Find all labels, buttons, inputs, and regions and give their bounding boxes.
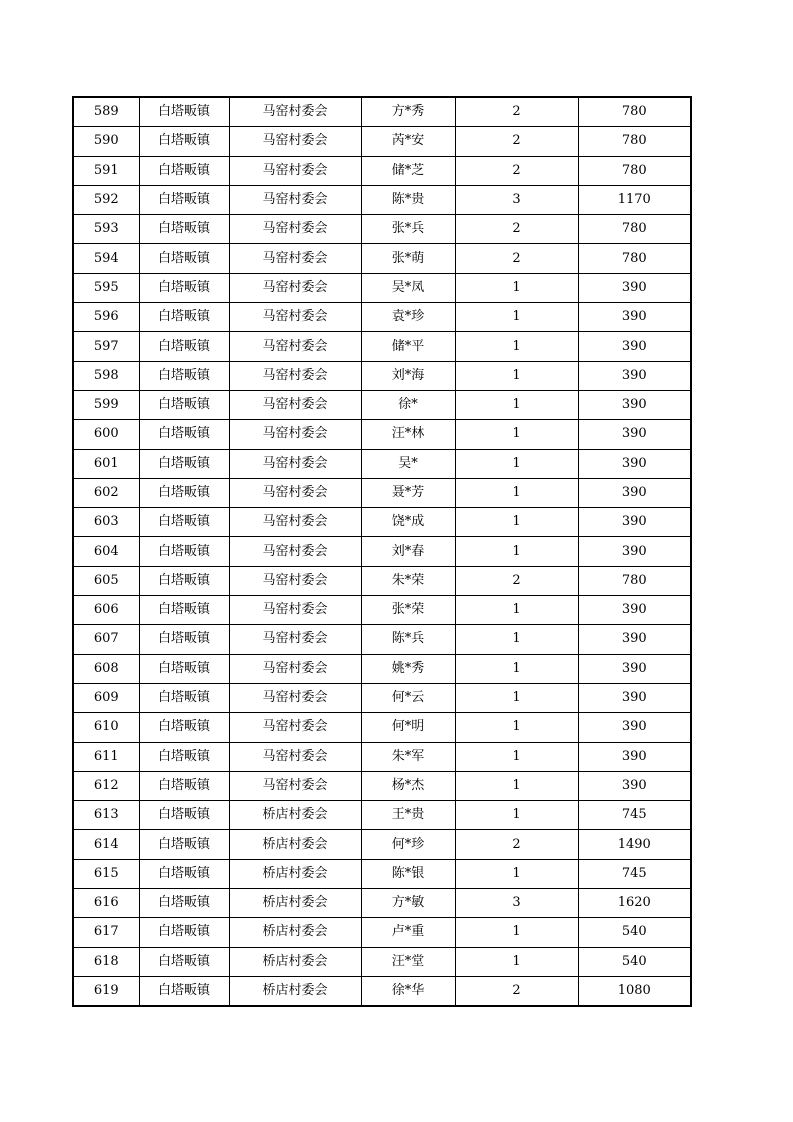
row-number-cell: 603 — [73, 508, 139, 537]
name-cell: 朱*荣 — [361, 566, 455, 595]
row-number-cell: 619 — [73, 976, 139, 1006]
town-cell: 白塔畈镇 — [139, 508, 229, 537]
row-number-cell: 592 — [73, 185, 139, 214]
amount-cell: 390 — [578, 713, 691, 742]
village-committee-cell: 马窑村委会 — [229, 127, 361, 156]
town-cell: 白塔畈镇 — [139, 449, 229, 478]
row-number-cell: 600 — [73, 420, 139, 449]
name-cell: 汪*堂 — [361, 947, 455, 976]
town-cell: 白塔畈镇 — [139, 185, 229, 214]
amount-cell: 780 — [578, 127, 691, 156]
village-committee-cell: 桥店村委会 — [229, 889, 361, 918]
row-number-cell: 605 — [73, 566, 139, 595]
count-cell: 1 — [455, 361, 578, 390]
town-cell: 白塔畈镇 — [139, 654, 229, 683]
count-cell: 1 — [455, 947, 578, 976]
name-cell: 陈*贵 — [361, 185, 455, 214]
village-committee-cell: 马窑村委会 — [229, 625, 361, 654]
town-cell: 白塔畈镇 — [139, 303, 229, 332]
name-cell: 方*秀 — [361, 97, 455, 127]
amount-cell: 390 — [578, 596, 691, 625]
row-number-cell: 613 — [73, 801, 139, 830]
village-committee-cell: 桥店村委会 — [229, 947, 361, 976]
town-cell: 白塔畈镇 — [139, 771, 229, 800]
village-committee-cell: 桥店村委会 — [229, 918, 361, 947]
count-cell: 1 — [455, 654, 578, 683]
town-cell: 白塔畈镇 — [139, 97, 229, 127]
village-committee-cell: 马窑村委会 — [229, 420, 361, 449]
amount-cell: 390 — [578, 449, 691, 478]
name-cell: 聂*芳 — [361, 478, 455, 507]
town-cell: 白塔畈镇 — [139, 713, 229, 742]
count-cell: 1 — [455, 332, 578, 361]
count-cell: 2 — [455, 215, 578, 244]
table-body — [73, 97, 691, 1006]
village-committee-cell: 马窑村委会 — [229, 332, 361, 361]
village-committee-cell: 马窑村委会 — [229, 390, 361, 419]
count-cell: 1 — [455, 478, 578, 507]
town-cell: 白塔畈镇 — [139, 830, 229, 859]
name-cell: 陈*银 — [361, 859, 455, 888]
count-cell: 1 — [455, 596, 578, 625]
count-cell: 1 — [455, 742, 578, 771]
table-row — [73, 566, 691, 595]
town-cell: 白塔畈镇 — [139, 332, 229, 361]
data-table — [72, 96, 692, 1007]
town-cell: 白塔畈镇 — [139, 596, 229, 625]
table-row — [73, 97, 691, 127]
name-cell: 吴* — [361, 449, 455, 478]
amount-cell: 745 — [578, 801, 691, 830]
town-cell: 白塔畈镇 — [139, 244, 229, 273]
amount-cell: 540 — [578, 918, 691, 947]
table-row — [73, 185, 691, 214]
count-cell: 2 — [455, 976, 578, 1006]
village-committee-cell: 马窑村委会 — [229, 596, 361, 625]
name-cell: 刘*海 — [361, 361, 455, 390]
town-cell: 白塔畈镇 — [139, 420, 229, 449]
count-cell: 2 — [455, 97, 578, 127]
name-cell: 芮*安 — [361, 127, 455, 156]
row-number-cell: 597 — [73, 332, 139, 361]
name-cell: 吴*凤 — [361, 273, 455, 302]
row-number-cell: 596 — [73, 303, 139, 332]
town-cell: 白塔畈镇 — [139, 889, 229, 918]
row-number-cell: 618 — [73, 947, 139, 976]
table-row — [73, 127, 691, 156]
name-cell: 杨*杰 — [361, 771, 455, 800]
row-number-cell: 593 — [73, 215, 139, 244]
count-cell: 2 — [455, 244, 578, 273]
amount-cell: 780 — [578, 566, 691, 595]
row-number-cell: 601 — [73, 449, 139, 478]
row-number-cell: 599 — [73, 390, 139, 419]
table-row — [73, 156, 691, 185]
amount-cell: 390 — [578, 683, 691, 712]
town-cell: 白塔畈镇 — [139, 478, 229, 507]
name-cell: 朱*军 — [361, 742, 455, 771]
name-cell: 徐*华 — [361, 976, 455, 1006]
name-cell: 姚*秀 — [361, 654, 455, 683]
name-cell: 张*萌 — [361, 244, 455, 273]
table-row — [73, 537, 691, 566]
name-cell: 储*芝 — [361, 156, 455, 185]
amount-cell: 390 — [578, 420, 691, 449]
table-row — [73, 273, 691, 302]
amount-cell: 745 — [578, 859, 691, 888]
count-cell: 2 — [455, 566, 578, 595]
row-number-cell: 591 — [73, 156, 139, 185]
table-row — [73, 244, 691, 273]
table-row — [73, 420, 691, 449]
amount-cell: 1620 — [578, 889, 691, 918]
table-row — [73, 390, 691, 419]
village-committee-cell: 桥店村委会 — [229, 830, 361, 859]
table-row — [73, 889, 691, 918]
town-cell: 白塔畈镇 — [139, 566, 229, 595]
count-cell: 3 — [455, 889, 578, 918]
town-cell: 白塔畈镇 — [139, 625, 229, 654]
amount-cell: 540 — [578, 947, 691, 976]
name-cell: 何*明 — [361, 713, 455, 742]
village-committee-cell: 马窑村委会 — [229, 654, 361, 683]
row-number-cell: 590 — [73, 127, 139, 156]
row-number-cell: 617 — [73, 918, 139, 947]
village-committee-cell: 马窑村委会 — [229, 478, 361, 507]
town-cell: 白塔畈镇 — [139, 976, 229, 1006]
count-cell: 1 — [455, 625, 578, 654]
name-cell: 王*贵 — [361, 801, 455, 830]
amount-cell: 780 — [578, 215, 691, 244]
village-committee-cell: 马窑村委会 — [229, 742, 361, 771]
amount-cell: 390 — [578, 771, 691, 800]
amount-cell: 780 — [578, 97, 691, 127]
table-row — [73, 303, 691, 332]
count-cell: 1 — [455, 420, 578, 449]
table-row — [73, 625, 691, 654]
name-cell: 卢*重 — [361, 918, 455, 947]
name-cell: 汪*林 — [361, 420, 455, 449]
amount-cell: 390 — [578, 390, 691, 419]
name-cell: 何*珍 — [361, 830, 455, 859]
table-row — [73, 859, 691, 888]
row-number-cell: 610 — [73, 713, 139, 742]
row-number-cell: 607 — [73, 625, 139, 654]
count-cell: 1 — [455, 508, 578, 537]
town-cell: 白塔畈镇 — [139, 156, 229, 185]
row-number-cell: 611 — [73, 742, 139, 771]
row-number-cell: 602 — [73, 478, 139, 507]
table-row — [73, 449, 691, 478]
table-row — [73, 361, 691, 390]
count-cell: 2 — [455, 127, 578, 156]
count-cell: 1 — [455, 449, 578, 478]
count-cell: 2 — [455, 156, 578, 185]
row-number-cell: 615 — [73, 859, 139, 888]
row-number-cell: 595 — [73, 273, 139, 302]
count-cell: 1 — [455, 801, 578, 830]
name-cell: 陈*兵 — [361, 625, 455, 654]
amount-cell: 390 — [578, 537, 691, 566]
village-committee-cell: 马窑村委会 — [229, 185, 361, 214]
amount-cell: 780 — [578, 156, 691, 185]
row-number-cell: 609 — [73, 683, 139, 712]
amount-cell: 1080 — [578, 976, 691, 1006]
village-committee-cell: 马窑村委会 — [229, 97, 361, 127]
amount-cell: 390 — [578, 303, 691, 332]
name-cell: 刘*春 — [361, 537, 455, 566]
village-committee-cell: 马窑村委会 — [229, 244, 361, 273]
count-cell: 1 — [455, 859, 578, 888]
name-cell: 饶*成 — [361, 508, 455, 537]
table-row — [73, 918, 691, 947]
row-number-cell: 608 — [73, 654, 139, 683]
village-committee-cell: 马窑村委会 — [229, 537, 361, 566]
village-committee-cell: 桥店村委会 — [229, 801, 361, 830]
village-committee-cell: 马窑村委会 — [229, 508, 361, 537]
row-number-cell: 612 — [73, 771, 139, 800]
amount-cell: 780 — [578, 244, 691, 273]
town-cell: 白塔畈镇 — [139, 742, 229, 771]
village-committee-cell: 马窑村委会 — [229, 449, 361, 478]
amount-cell: 390 — [578, 478, 691, 507]
count-cell: 1 — [455, 390, 578, 419]
table-row — [73, 654, 691, 683]
name-cell: 张*荣 — [361, 596, 455, 625]
table-row — [73, 683, 691, 712]
town-cell: 白塔畈镇 — [139, 918, 229, 947]
village-committee-cell: 桥店村委会 — [229, 859, 361, 888]
table-row — [73, 742, 691, 771]
row-number-cell: 616 — [73, 889, 139, 918]
count-cell: 1 — [455, 537, 578, 566]
row-number-cell: 604 — [73, 537, 139, 566]
village-committee-cell: 桥店村委会 — [229, 976, 361, 1006]
amount-cell: 390 — [578, 332, 691, 361]
table-row — [73, 771, 691, 800]
amount-cell: 390 — [578, 273, 691, 302]
town-cell: 白塔畈镇 — [139, 947, 229, 976]
town-cell: 白塔畈镇 — [139, 859, 229, 888]
table-row — [73, 947, 691, 976]
name-cell: 何*云 — [361, 683, 455, 712]
amount-cell: 390 — [578, 361, 691, 390]
amount-cell: 390 — [578, 625, 691, 654]
town-cell: 白塔畈镇 — [139, 127, 229, 156]
amount-cell: 1490 — [578, 830, 691, 859]
village-committee-cell: 马窑村委会 — [229, 215, 361, 244]
village-committee-cell: 马窑村委会 — [229, 771, 361, 800]
village-committee-cell: 马窑村委会 — [229, 683, 361, 712]
table-row — [73, 801, 691, 830]
town-cell: 白塔畈镇 — [139, 215, 229, 244]
table-row — [73, 332, 691, 361]
name-cell: 储*平 — [361, 332, 455, 361]
village-committee-cell: 马窑村委会 — [229, 566, 361, 595]
amount-cell: 390 — [578, 508, 691, 537]
table-row — [73, 508, 691, 537]
count-cell: 2 — [455, 830, 578, 859]
village-committee-cell: 马窑村委会 — [229, 361, 361, 390]
row-number-cell: 614 — [73, 830, 139, 859]
name-cell: 袁*珍 — [361, 303, 455, 332]
row-number-cell: 594 — [73, 244, 139, 273]
count-cell: 1 — [455, 771, 578, 800]
name-cell: 张*兵 — [361, 215, 455, 244]
town-cell: 白塔畈镇 — [139, 683, 229, 712]
village-committee-cell: 马窑村委会 — [229, 303, 361, 332]
town-cell: 白塔畈镇 — [139, 390, 229, 419]
amount-cell: 390 — [578, 742, 691, 771]
town-cell: 白塔畈镇 — [139, 537, 229, 566]
village-committee-cell: 马窑村委会 — [229, 713, 361, 742]
amount-cell: 1170 — [578, 185, 691, 214]
name-cell: 徐* — [361, 390, 455, 419]
amount-cell: 390 — [578, 654, 691, 683]
count-cell: 3 — [455, 185, 578, 214]
table-row — [73, 713, 691, 742]
count-cell: 1 — [455, 713, 578, 742]
count-cell: 1 — [455, 273, 578, 302]
count-cell: 1 — [455, 918, 578, 947]
town-cell: 白塔畈镇 — [139, 273, 229, 302]
town-cell: 白塔畈镇 — [139, 361, 229, 390]
count-cell: 1 — [455, 303, 578, 332]
row-number-cell: 589 — [73, 97, 139, 127]
table-row — [73, 478, 691, 507]
name-cell: 方*敏 — [361, 889, 455, 918]
row-number-cell: 598 — [73, 361, 139, 390]
table-row — [73, 215, 691, 244]
table-row — [73, 976, 691, 1006]
count-cell: 1 — [455, 683, 578, 712]
row-number-cell: 606 — [73, 596, 139, 625]
village-committee-cell: 马窑村委会 — [229, 273, 361, 302]
table-row — [73, 830, 691, 859]
town-cell: 白塔畈镇 — [139, 801, 229, 830]
village-committee-cell: 马窑村委会 — [229, 156, 361, 185]
table-row — [73, 596, 691, 625]
